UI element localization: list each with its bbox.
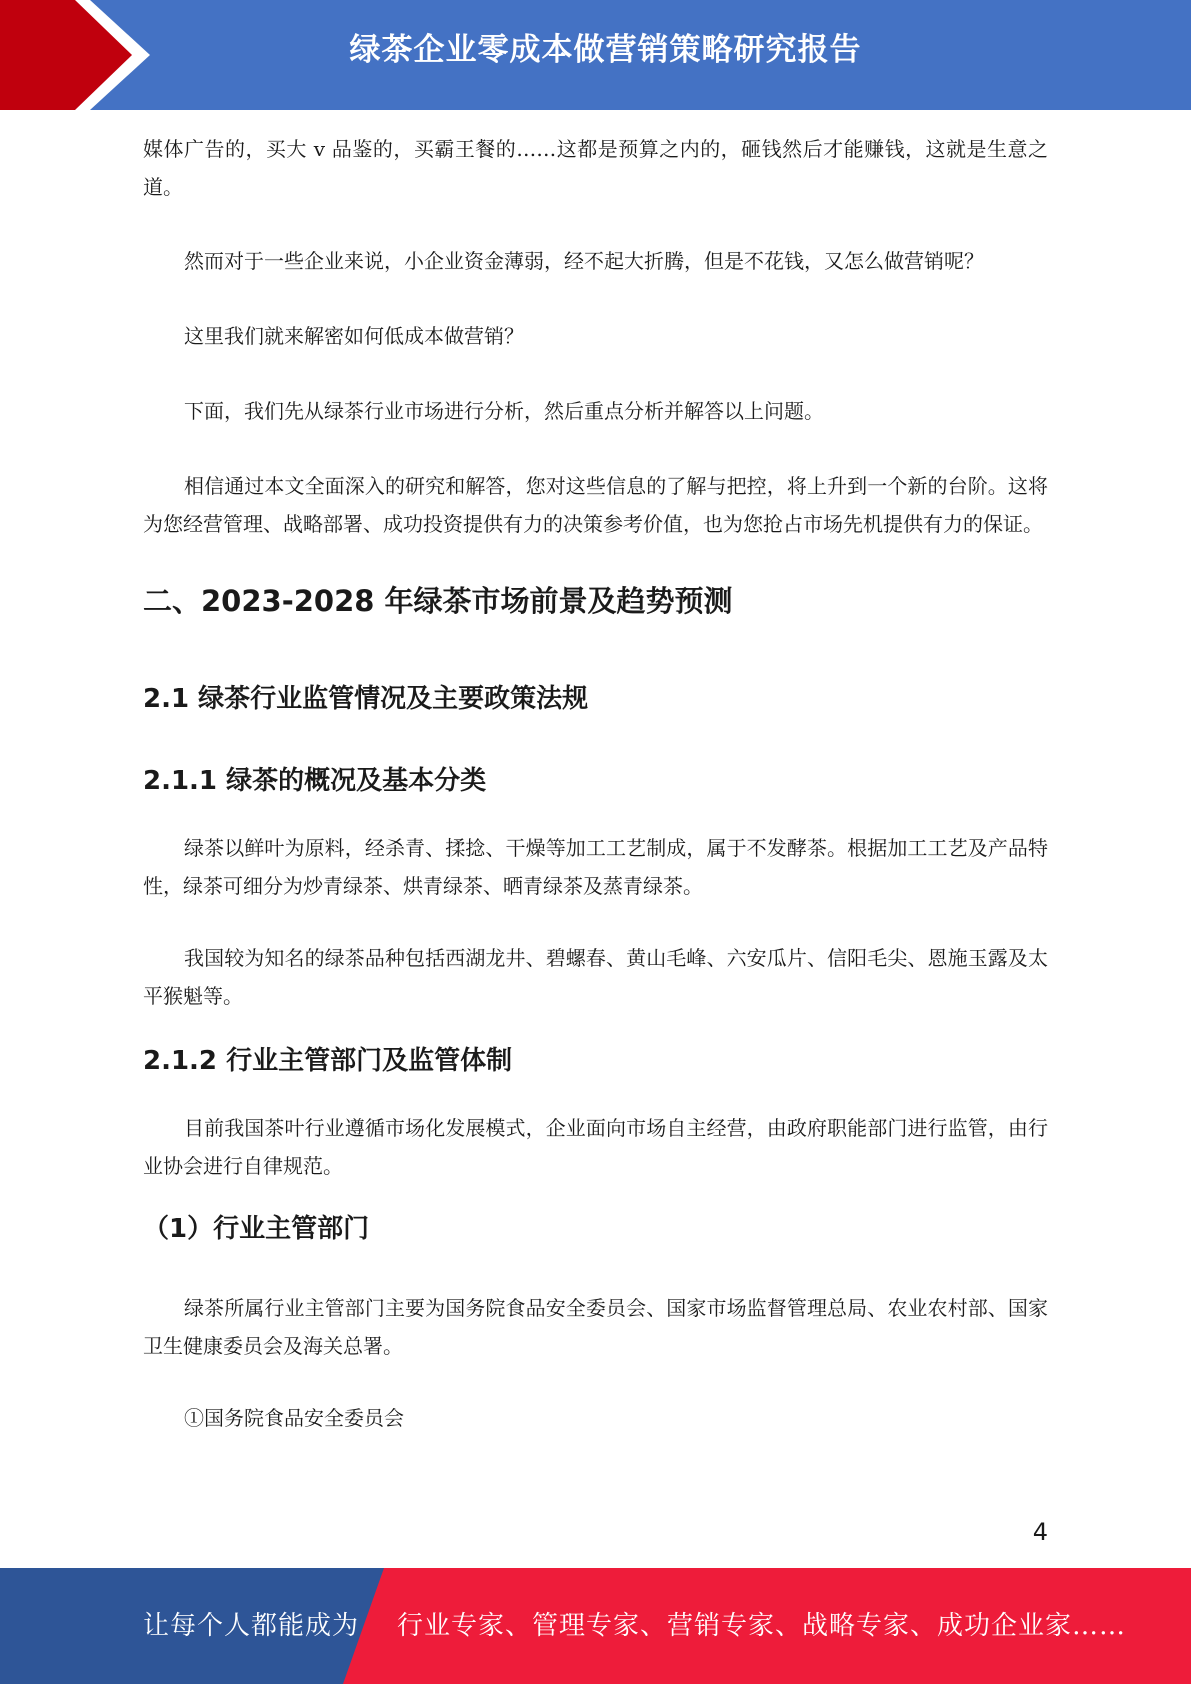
page-header xyxy=(0,0,1191,110)
paragraph: 目前我国茶叶行业遵循市场化发展模式，企业面向市场自主经营，由政府职能部门进行监管，由行业协会进行自律规范。 xyxy=(143,1116,1048,1178)
report-title: 绿茶企业零成本做营销策略研究报告 xyxy=(349,32,862,68)
paragraph: 然而对于一些企业来说，小企业资金薄弱，经不起大折腾，但是不花钱，又怎么做营销呢？ xyxy=(184,249,984,273)
page-footer xyxy=(0,1568,1191,1684)
section-heading: 二、2023-2028 年绿茶市场前景及趋势预测 xyxy=(143,584,733,618)
paragraph: 绿茶以鲜叶为原料，经杀青、揉捻、干燥等加工工艺制成，属于不发酵茶。根据加工工艺及产品特性，绿茶可细分为炒青绿茶、烘青绿茶、晒青绿茶及蒸青绿茶。 xyxy=(143,836,1048,898)
page-number: 4 xyxy=(1032,1518,1048,1546)
sub-subsection-heading: 2.1.1 绿茶的概况及基本分类 xyxy=(143,766,487,796)
paragraph: 绿茶所属行业主管部门主要为国务院食品安全委员会、国家市场监督管理总局、农业农村部、国家卫生健康委员会及海关总署。 xyxy=(143,1296,1048,1358)
footer-slogan-left: 让每个人都能成为 xyxy=(143,1611,360,1641)
paragraph: 我国较为知名的绿茶品种包括西湖龙井、碧螺春、黄山毛峰、六安瓜片、信阳毛尖、恩施玉露及太平猴魁等。 xyxy=(143,946,1048,1008)
paragraph: ①国务院食品安全委员会 xyxy=(184,1406,404,1430)
paragraph: 这里我们就来解密如何低成本做营销？ xyxy=(184,324,524,348)
subsection-heading: 2.1 绿茶行业监管情况及主要政策法规 xyxy=(143,684,589,714)
footer-slogan-right: 行业专家、管理专家、营销专家、战略专家、成功企业家…… xyxy=(397,1611,1127,1641)
sub-subsection-heading: 2.1.2 行业主管部门及监管体制 xyxy=(143,1046,513,1076)
document-body xyxy=(143,130,1048,1437)
item-heading: （1）行业主管部门 xyxy=(143,1214,370,1244)
paragraph: 相信通过本文全面深入的研究和解答，您对这些信息的了解与把控，将上升到一个新的台阶。这将为您经营管理、战略部署、成功投资提供有力的决策参考价值，也为您抢占市场先机提供有力的保证。 xyxy=(143,474,1048,536)
paragraph: 媒体广告的，买大 v 品鉴的，买霸王餐的……这都是预算之内的，砸钱然后才能赚钱，这就是生意之道。 xyxy=(143,137,1048,199)
paragraph: 下面，我们先从绿茶行业市场进行分析，然后重点分析并解答以上问题。 xyxy=(184,399,824,423)
